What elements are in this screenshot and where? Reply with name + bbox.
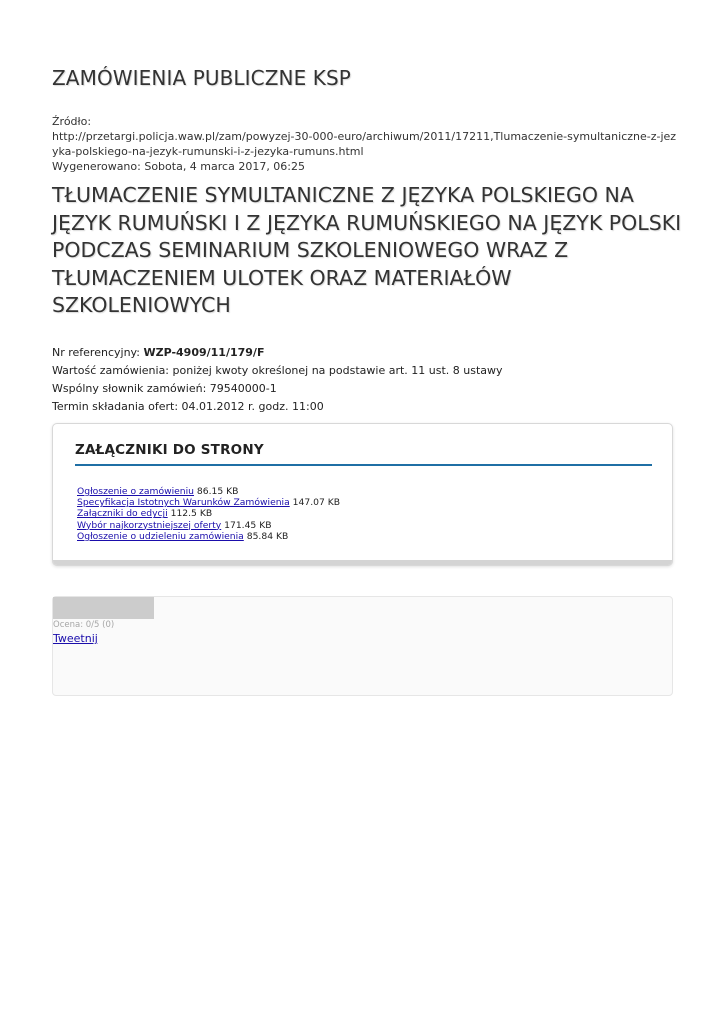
attachment-link-siwz[interactable]: Specyfikacja Istotnych Warunków Zamówienia bbox=[77, 497, 290, 509]
offer-deadline: Termin składania ofert: 04.01.2012 r. godz. 11:00 bbox=[52, 400, 324, 413]
attachment-size: 85.84 KB bbox=[243, 530, 289, 542]
cpv-code: Wspólny słownik zamówień: 79540000-1 bbox=[52, 382, 277, 395]
attachment-link-ogloszenie-o-udzieleniu[interactable]: Ogłoszenie o udzieleniu zamówienia bbox=[77, 530, 244, 542]
attachments-heading: ZAŁĄCZNIKI DO STRONY bbox=[75, 442, 264, 458]
reference-value: WZP-4909/11/179/F bbox=[143, 346, 265, 359]
attachment-size: 171.45 KB bbox=[221, 519, 272, 531]
generated-date: Wygenerowano: Sobota, 4 marca 2017, 06:25 bbox=[52, 160, 306, 173]
rating-stars[interactable] bbox=[53, 597, 154, 619]
attachments-divider bbox=[75, 464, 652, 466]
attachment-item bbox=[77, 531, 340, 542]
reference-label: Nr referencyjny: bbox=[52, 346, 144, 359]
attachments-list bbox=[77, 486, 340, 542]
attachment-item bbox=[77, 497, 340, 508]
attachment-size: 112.5 KB bbox=[167, 508, 213, 520]
site-title: ZAMÓWIENIA PUBLICZNE KSP bbox=[52, 66, 351, 90]
source-label: Źródło: bbox=[52, 115, 92, 128]
attachment-item bbox=[77, 486, 340, 497]
attachments-bottom-bar bbox=[53, 560, 672, 565]
attachments-panel bbox=[52, 423, 673, 566]
attachment-size: 147.07 KB bbox=[289, 497, 341, 509]
source-url: http://przetargi.policja.waw.pl/zam/powyzej-30-000-euro/archiwum/2011/17211,Tlumaczenie-symultaniczne-z-jezyka-polskiego-na-jezyk-rumunski-i-z-jezyka-rumuns.html bbox=[52, 130, 677, 158]
rating-panel bbox=[52, 596, 673, 696]
attachment-item bbox=[77, 520, 340, 531]
reference-number bbox=[52, 344, 503, 362]
attachment-size: 86.15 KB bbox=[194, 486, 239, 497]
attachment-link-ogloszenie-o-zamowieniu[interactable]: Ogłoszenie o zamówieniu bbox=[77, 486, 194, 497]
attachment-link-wybor-oferty[interactable]: Wybór najkorzystniejszej oferty bbox=[77, 519, 222, 531]
rating-text: Ocena: 0/5 (0) bbox=[53, 620, 115, 630]
tweet-link[interactable]: Tweetnij bbox=[53, 632, 98, 645]
tender-details bbox=[52, 344, 503, 416]
source-meta bbox=[52, 114, 677, 174]
order-value: Wartość zamówienia: poniżej kwoty określonej na podstawie art. 11 ust. 8 ustawy bbox=[52, 364, 503, 377]
attachment-link-zalaczniki-do-edycji[interactable]: Załączniki do edycji bbox=[77, 508, 168, 520]
page-title: TŁUMACZENIE SYMULTANICZNE Z JĘZYKA POLSKIEGO NA JĘZYK RUMUŃSKI I Z JĘZYKA RUMUŃSKIEGO NA JĘZYK POLSKI PODCZAS SEMINARIUM SZKOLENIOWEGO WRAZ Z TŁUMACZENIEM ULOTEK ORAZ MATERIAŁÓW SZKOLENIOWYCH bbox=[52, 183, 682, 317]
attachment-item bbox=[77, 508, 340, 519]
